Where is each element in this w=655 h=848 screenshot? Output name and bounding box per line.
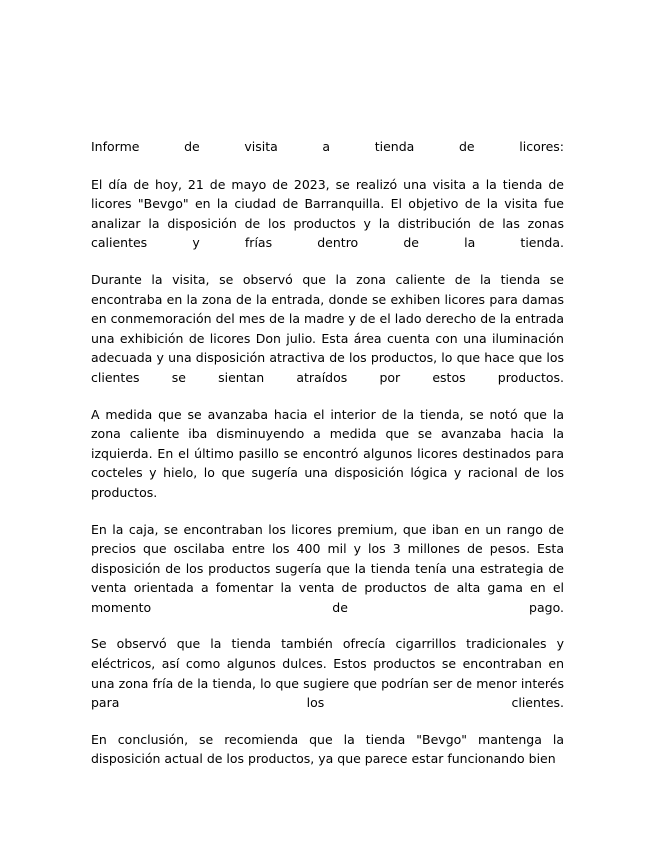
- paragraph-checkout: En la caja, se encontraban los licores premium, que iban en un rango de precios que oscilaba entre los 400 mil y los 3 millones de pesos. Esta disposición de los productos sugería que la tienda tenía una estrategia de venta orientada a fomentar la venta de productos de alta gama en el momento de pago.: [91, 521, 564, 615]
- paragraph-hot-zone: Durante la visita, se observó que la zona caliente de la tienda se encontraba en la zona de la entrada, donde se exhiben licores para damas en conmemoración del mes de la madre y de el lado derecho de la entrada una exhibición de licores Don julio. Esta área cuenta con una iluminación adecuada y una disposición atractiva de los productos, lo que hace que los clientes se sientan atraídos por estos productos.: [91, 271, 564, 385]
- paragraph-visit-intro: El día de hoy, 21 de mayo de 2023, se realizó una visita a la tienda de licores "Bevgo" en la ciudad de Barranquilla. El objetivo de la visita fue analizar la disposición de los productos y la distribución de las zonas calientes y frías dentro de la tienda.: [91, 176, 564, 251]
- paragraph-interior: A medida que se avanzaba hacia el interior de la tienda, se notó que la zona caliente iba disminuyendo a medida que se avanzaba hacia la izquierda. En el último pasillo se encontró algunos licores destinados para cocteles y hielo, lo que sugería una disposición lógica y racional de los productos.: [91, 406, 564, 500]
- paragraph-cold-zone: Se observó que la tienda también ofrecía cigarrillos tradicionales y eléctricos, así como algunos dulces. Estos productos se encontraban en una zona fría de la tienda, lo que sugiere que podrían ser de menor interés para los clientes.: [91, 636, 564, 711]
- paragraph-conclusion: En conclusión, se recomienda que la tienda "Bevgo" mantenga la disposición actual de los productos, ya que parece estar funcionando bien: [91, 731, 564, 767]
- document-title: Informe de visita a tienda de licores:: [91, 139, 564, 154]
- document-body: [91, 137, 564, 786]
